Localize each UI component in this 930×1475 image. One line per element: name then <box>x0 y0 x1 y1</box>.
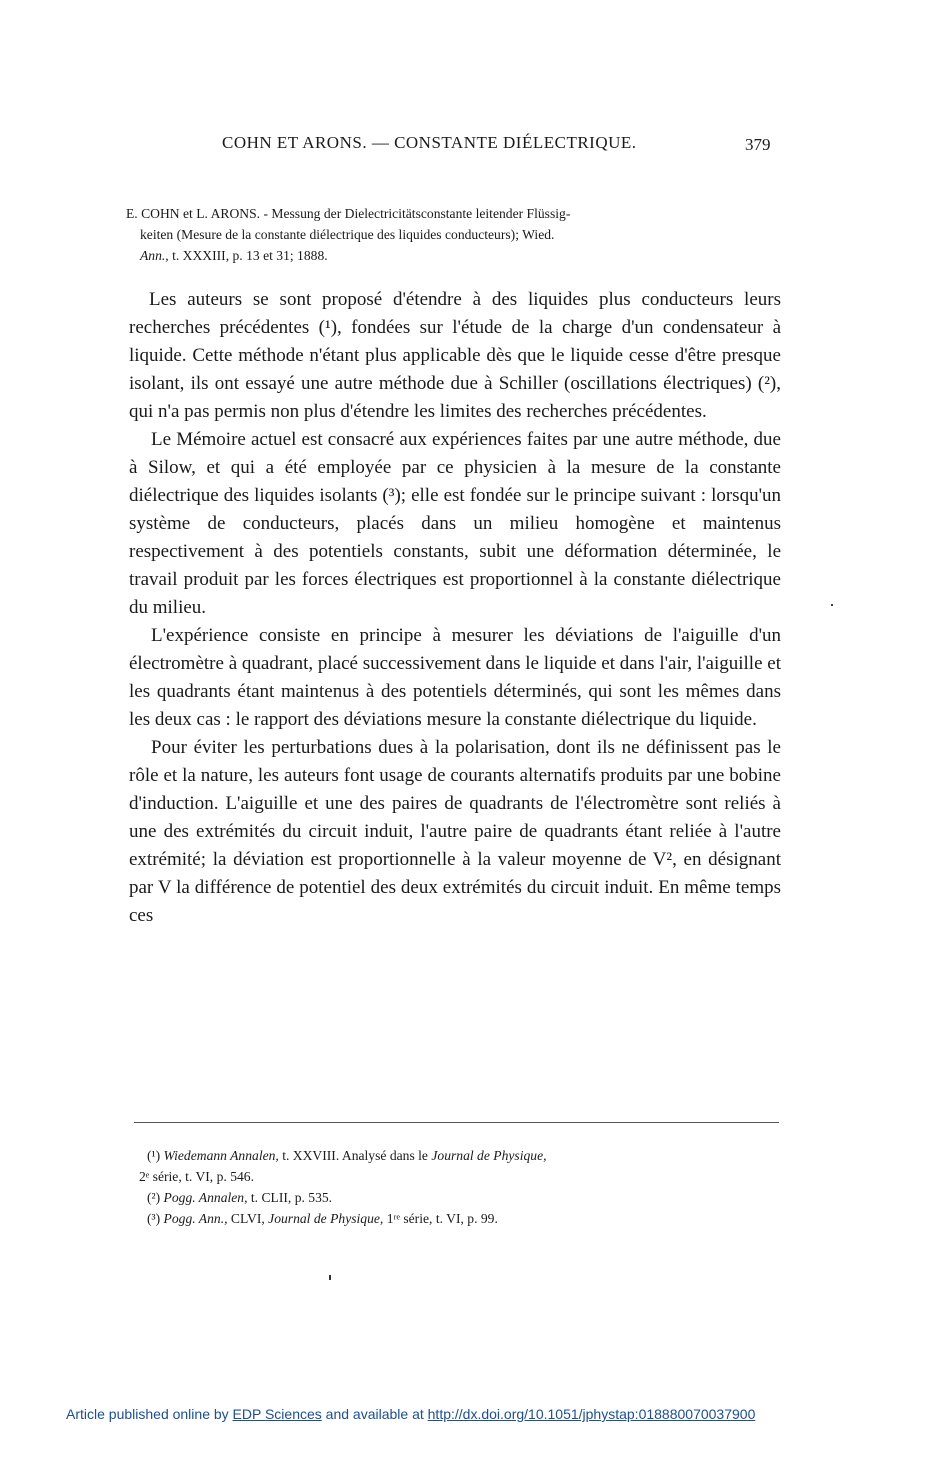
paragraph-3: L'expérience consiste en principe à mesurer les déviations de l'aiguille d'un électromètre à quadrant, placé successivement dans le liquide et dans l'air, l'aiguille et les quadrants étant maintenus à des potentiels déterminés, qui sont les mêmes dans les deux cas : le rapport des déviations mesure la constante diélectrique du liquide. <box>129 625 781 730</box>
running-head <box>0 133 930 157</box>
publication-footer <box>66 1406 866 1422</box>
footnote-1-journal: Journal de Physique, <box>431 1148 547 1163</box>
footnote-3 <box>147 1208 781 1229</box>
footer-middle: and available at <box>321 1406 428 1422</box>
citation-line-2: keiten (Mesure de la constante diélectrique des liquides conducteurs); Wied. <box>140 227 555 242</box>
citation-line-3 <box>126 245 780 266</box>
print-speck <box>329 1275 331 1280</box>
citation-line-1: E. COHN et L. ARONS. - Messung der Dielectricitätsconstante leitender Flüssig- <box>126 206 571 221</box>
footnote-3-volume: CLVI, <box>227 1211 269 1226</box>
footnote-1-mark: (¹) <box>147 1148 161 1163</box>
footnote-separator <box>134 1122 779 1123</box>
footnote-1-text: t. XXVIII. Analysé dans le <box>278 1148 432 1163</box>
margin-speck <box>831 604 833 606</box>
paragraph-1: Les auteurs se sont proposé d'étendre à des liquides plus conducteurs leurs recherches précédentes (¹), fondées sur l'étude de la charge d'un condensateur à liquide. Cette méthode n'étant plus applicable dès que le liquide cesse d'être presque isolant, ils ont essayé une autre méthode due à Schiller (oscillations électriques) (²), qui n'a pas permis non plus d'étendre les limites des recherches précédentes. <box>129 289 781 422</box>
doi-link[interactable]: http://dx.doi.org/10.1051/jphystap:018880070037900 <box>427 1406 756 1422</box>
footnote-3-mark: (³) <box>147 1211 161 1226</box>
citation-volume-info: , t. XXXIII, p. 13 et 31; 1888. <box>165 248 328 263</box>
footnote-3-text: 1ʳᵉ série, t. VI, p. 99. <box>383 1211 498 1226</box>
running-title: COHN ET ARONS. — CONSTANTE DIÉLECTRIQUE. <box>222 133 637 152</box>
footnote-1-source: Wiedemann Annalen, <box>163 1148 279 1163</box>
footer-prefix: Article published online by <box>66 1406 233 1422</box>
footnote-2-mark: (²) <box>147 1190 161 1205</box>
footnote-1 <box>147 1145 781 1166</box>
citation-journal-abbrev: Ann. <box>140 248 166 263</box>
page-number: 379 <box>745 135 771 154</box>
bibliographic-citation <box>126 203 780 266</box>
footnote-3-source: Pogg. Ann., <box>163 1211 228 1226</box>
paragraph-2: Le Mémoire actuel est consacré aux expériences faites par une autre méthode, due à Silow, et qui a été employée par ce physicien à la mesure de la constante diélectrique des liquides isolants (³); elle est fondée sur le principe suivant : lorsqu'un système de conducteurs, placés dans un milieu homogène et maintenus respectivement à des potentiels constants, subit une déformation déterminée, le travail produit par les forces électriques est proportionnel à la constante diélectrique du milieu. <box>129 429 781 618</box>
article-body <box>129 286 781 930</box>
footnote-2-source: Pogg. Annalen, <box>163 1190 248 1205</box>
footnote-1-continuation: 2ᵉ série, t. VI, p. 546. <box>139 1169 254 1184</box>
paragraph-4: Pour éviter les perturbations dues à la polarisation, dont ils ne définissent pas le rôle et la nature, les auteurs font usage de courants alternatifs produits par une bobine d'induction. L'aiguille et une des paires de quadrants de l'électromètre sont reliés à une des extrémités du circuit induit, l'autre paire de quadrants étant reliée à l'autre extrémité; la déviation est proportionnelle à la valeur moyenne de V², en désignant par V la différence de potentiel des deux extrémités du circuit induit. En même temps ces <box>129 737 781 926</box>
footnote-3-journal: Journal de Physique, <box>268 1211 384 1226</box>
footnotes <box>139 1145 781 1229</box>
publisher-link[interactable]: EDP Sciences <box>232 1406 322 1422</box>
footnote-2-text: t. CLII, p. 535. <box>247 1190 333 1205</box>
footnote-2 <box>147 1187 781 1208</box>
